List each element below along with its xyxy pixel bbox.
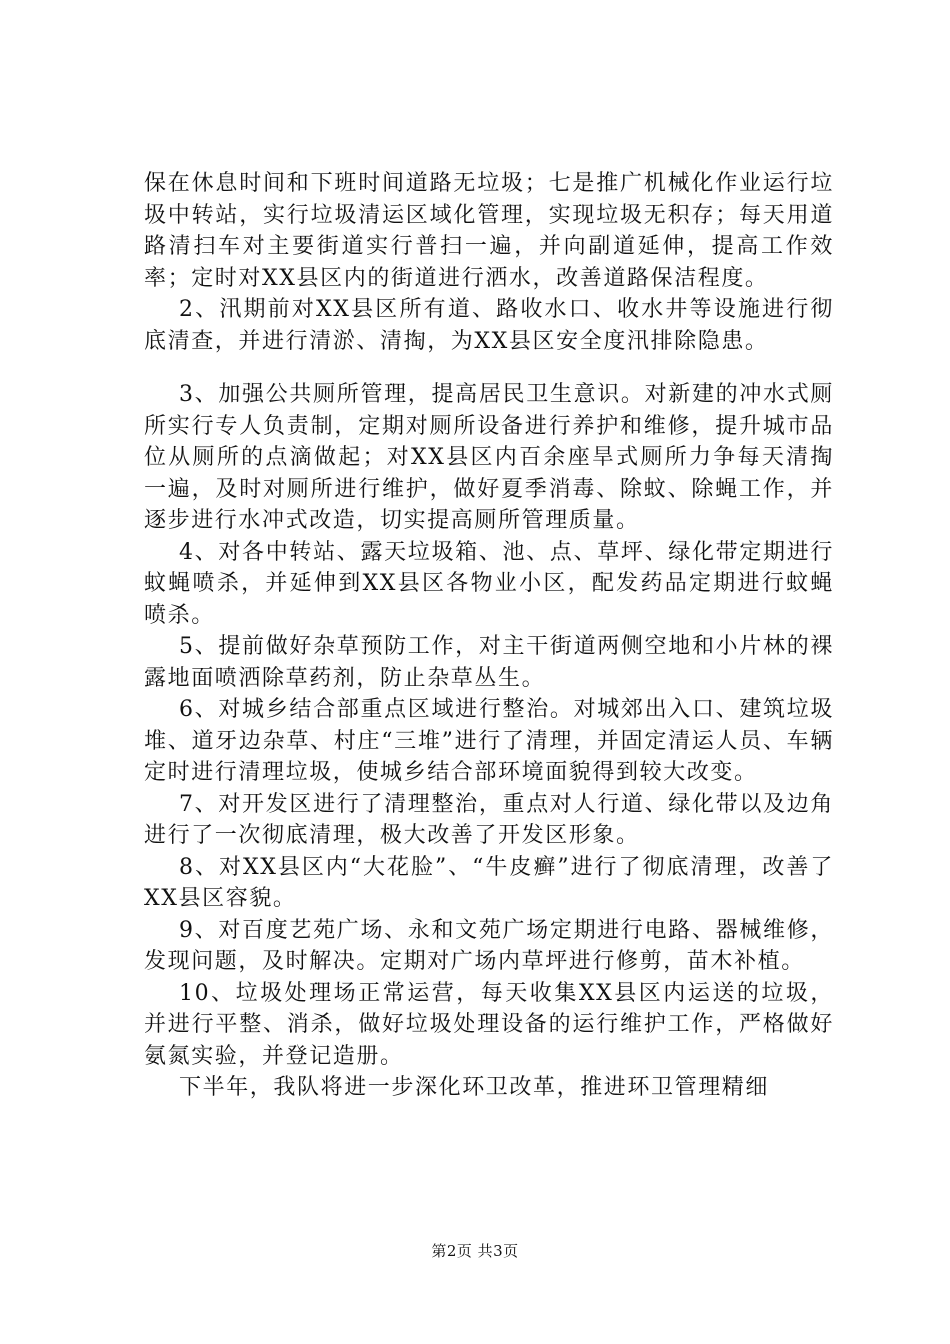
paragraph-item-6: 6、对城乡结合部重点区域进行整治。对城郊出入口、建筑垃圾堆、道牙边杂草、村庄“三堆”进行了清理，并固定清运人员、车辆定时进行清理垃圾，使城乡结合部环境面貌得到较大改变。 bbox=[144, 697, 834, 785]
paragraph-item-7: 7、对开发区进行了清理整治，重点对人行道、绿化带以及边角进行了一次彻底清理，极大改善了开发区形象。 bbox=[144, 791, 834, 848]
paragraph-second-half: 下半年，我队将进一步深化环卫改革，推进环卫管理精细 bbox=[179, 1075, 770, 1100]
paragraph-item-5: 5、提前做好杂草预防工作，对主干街道两侧空地和小片林的裸露地面喷洒除草药剂，防止杂草丛生。 bbox=[144, 634, 834, 691]
page-footer: 第2页 共3页 bbox=[431, 1242, 519, 1260]
paragraph-continuation: 保在休息时间和下班时间道路无垃圾；七是推广机械化作业运行垃圾中转站，实行垃圾清运区域化管理，实现垃圾无积存；每天用道路清扫车对主要街道实行普扫一遍，并向副道延伸，提高工作效率；定时对XX县区内的街道进行洒水，改善道路保洁程度。 bbox=[144, 171, 834, 291]
paragraph-item-8: 8、对XX县区内“大花脸”、“牛皮癣”进行了彻底清理，改善了XX县区容貌。 bbox=[144, 854, 834, 911]
document-body bbox=[144, 168, 834, 1104]
paragraph-item-10: 10、垃圾处理场正常运营，每天收集XX县区内运送的垃圾，并进行平整、消杀，做好垃圾处理设备的运行维护工作，严格做好氨氮实验，并登记造册。 bbox=[144, 980, 834, 1069]
paragraph-item-4: 4、对各中转站、露天垃圾箱、池、点、草坪、绿化带定期进行蚊蝇喷杀，并延伸到XX县区各物业小区，配发药品定期进行蚊蝇喷杀。 bbox=[144, 539, 834, 628]
paragraph-item-3: 3、加强公共厕所管理，提高居民卫生意识。对新建的冲水式厕所实行专人负责制，定期对厕所设备进行养护和维修，提升城市品位从厕所的点滴做起；对XX县区内百余座旱式厕所力争每天清掏一遍，及时对厕所进行维护，做好夏季消毒、除蚊、除蝇工作，并逐步进行水冲式改造，切实提高厕所管理质量。 bbox=[144, 382, 834, 533]
paragraph-item-2: 2、汛期前对XX县区所有道、路收水口、收水井等设施进行彻底清查，并进行清淤、清掏，为XX县区安全度汛排除隐患。 bbox=[144, 297, 834, 354]
paragraph-item-9: 9、对百度艺苑广场、永和文苑广场定期进行电路、器械维修，发现问题，及时解决。定期对广场内草坪进行修剪，苗木补植。 bbox=[144, 917, 834, 974]
